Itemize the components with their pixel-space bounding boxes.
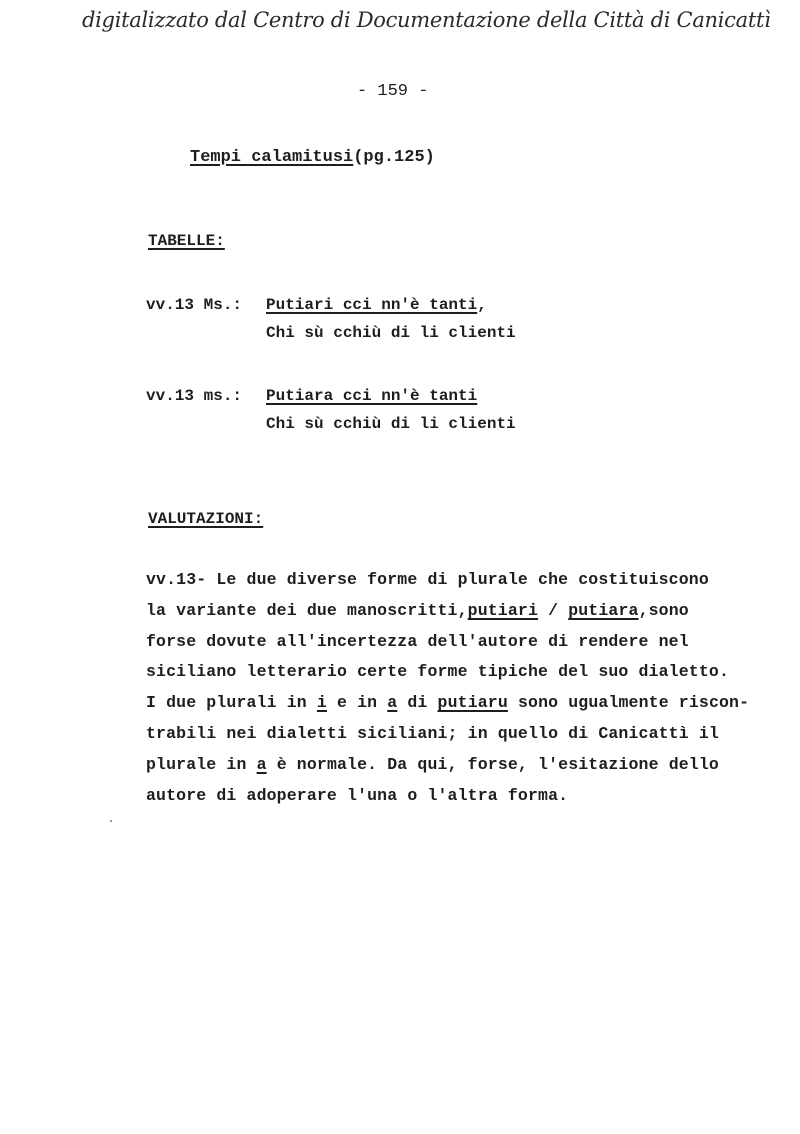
paragraph-line-5: [146, 693, 749, 712]
verse-line-2a: [266, 387, 477, 405]
underlined-word: putiaru: [437, 693, 508, 712]
verse-tail: ,: [477, 296, 487, 314]
paragraph-line-1: vv.13- Le due diverse forme di plurale che costituiscono: [146, 570, 709, 589]
title-page-ref: (pg.125): [353, 148, 435, 167]
underlined-word: a: [387, 693, 398, 712]
verse-ref-1: vv.13 Ms.:: [146, 296, 243, 314]
verse-text-underlined: Putiari cci nn'è tanti: [266, 296, 478, 314]
underlined-word: a: [256, 755, 267, 774]
text-run: è normale. Da qui, forse, l'esitazione dello: [266, 755, 719, 774]
text-run: la variante dei due manoscritti,: [146, 601, 468, 620]
text-run: e in: [326, 693, 388, 712]
verse-line-2b: Chi sù cchiù di li clienti: [266, 415, 516, 433]
verse-line-1b: Chi sù cchiù di li clienti: [266, 324, 516, 342]
tabelle-heading: TABELLE:: [148, 232, 225, 250]
text-run: /: [538, 601, 569, 620]
text-run: di: [397, 693, 438, 712]
scan-speck: [110, 820, 112, 822]
digitization-watermark: digitalizzato dal Centro di Documentazione della Città di Canicattì: [82, 8, 771, 32]
verse-text-underlined: Putiara cci nn'è tanti: [266, 387, 478, 405]
section-title: [190, 148, 435, 167]
paragraph-line-3: forse dovute all'incertezza dell'autore di rendere nel: [146, 632, 689, 651]
text-run: ,sono: [638, 601, 689, 620]
title-text: Tempi calamitusi: [190, 148, 354, 167]
paragraph-line-8: autore di adoperare l'una o l'altra forma.: [146, 786, 569, 805]
underlined-word: putiara: [568, 601, 639, 620]
page-number: - 159 -: [357, 82, 429, 101]
underlined-word: i: [316, 693, 327, 712]
text-run: plurale in: [146, 755, 257, 774]
paragraph-line-2: [146, 601, 689, 620]
text-run: I due plurali in: [146, 693, 317, 712]
text-run: sono ugualmente riscon-: [507, 693, 750, 712]
paragraph-line-4: siciliano letterario certe forme tipiche del suo dialetto.: [146, 662, 729, 681]
verse-ref-2: vv.13 ms.:: [146, 387, 243, 405]
paragraph-line-7: [146, 755, 719, 774]
verse-line-1a: [266, 296, 487, 314]
valutazioni-heading: VALUTAZIONI:: [148, 510, 264, 528]
paragraph-line-6: trabili nei dialetti siciliani; in quello di Canicattì il: [146, 724, 719, 743]
underlined-word: putiari: [467, 601, 539, 620]
